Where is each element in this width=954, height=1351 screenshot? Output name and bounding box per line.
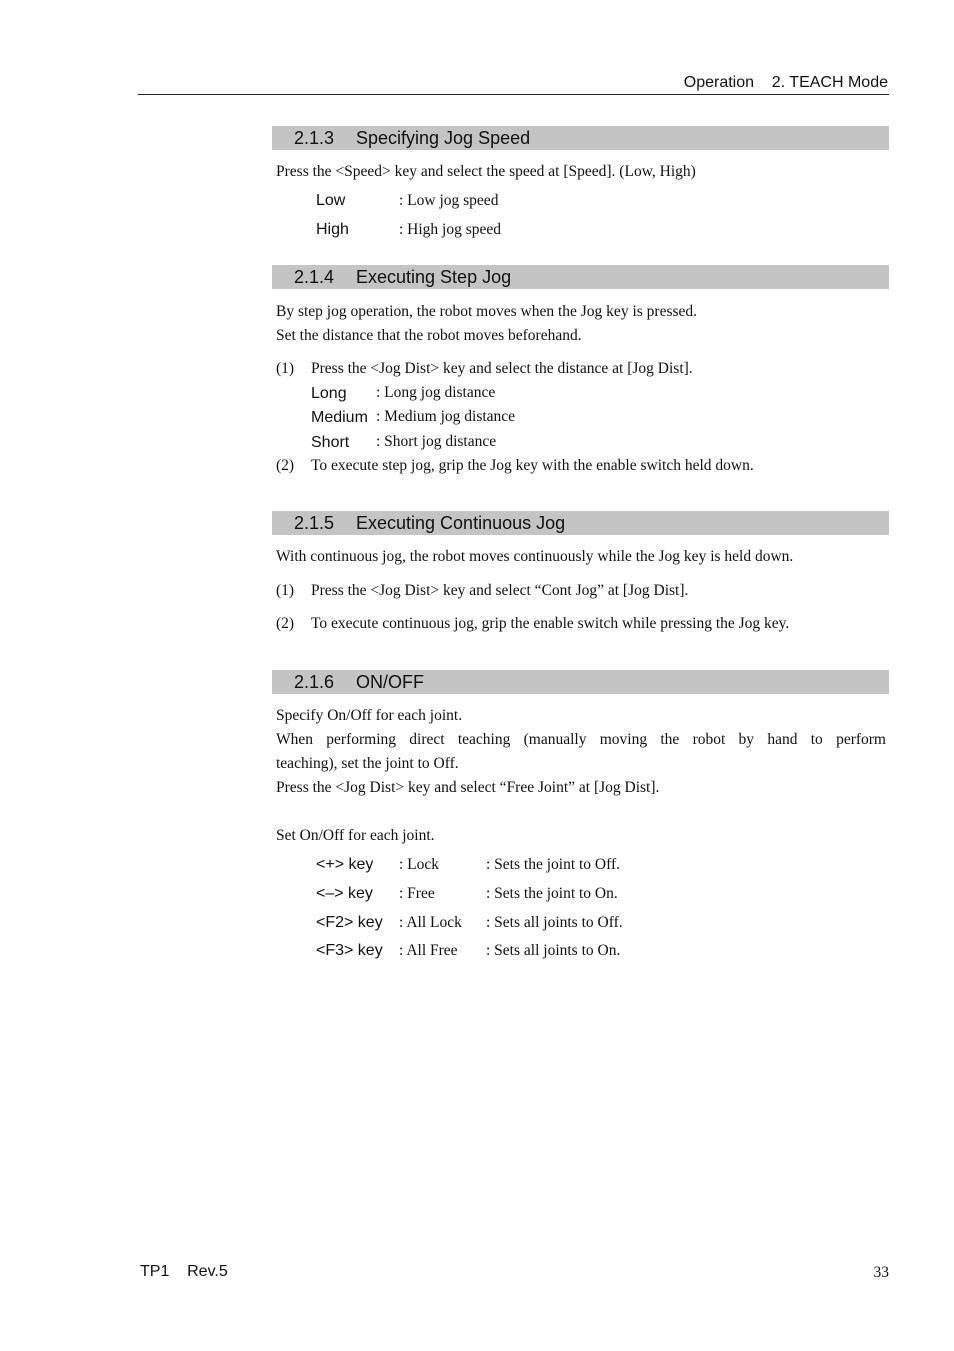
step-text: Press the <Jog Dist> key and select “Cont Jog” at [Jog Dist]. bbox=[311, 582, 689, 599]
key-action: : All Lock bbox=[399, 914, 462, 931]
section-heading-2-1-4 bbox=[272, 265, 889, 289]
paragraph-line: teaching), set the joint to Off. bbox=[276, 755, 459, 772]
paragraph-line: Set the distance that the robot moves beforehand. bbox=[276, 327, 582, 344]
key-name: <F2> key bbox=[316, 914, 383, 931]
section-number: 2.1.5 bbox=[294, 513, 335, 533]
step-text: To execute step jog, grip the Jog key with the enable switch held down. bbox=[311, 457, 754, 474]
key-name: <–> key bbox=[316, 885, 373, 902]
section-heading-2-1-3 bbox=[272, 126, 889, 150]
section-heading-2-1-5 bbox=[272, 511, 889, 535]
definition-desc: : Medium jog distance bbox=[376, 408, 516, 425]
paragraph-line: By step jog operation, the robot moves when the Jog key is pressed. bbox=[276, 303, 698, 320]
key-effect: : Sets all joints to On. bbox=[486, 942, 621, 959]
section-title: Executing Step Jog bbox=[356, 267, 512, 287]
definition-term: High bbox=[316, 221, 349, 238]
section-title: Executing Continuous Jog bbox=[356, 513, 566, 533]
paragraph-line: Press the <Jog Dist> key and select “Free Joint” at [Jog Dist]. bbox=[276, 779, 660, 796]
header-section: 2. TEACH Mode bbox=[771, 74, 888, 91]
key-name: <F3> key bbox=[316, 942, 383, 959]
footer-manual-name: TP1 bbox=[140, 1263, 170, 1280]
footer-revision: Rev.5 bbox=[187, 1263, 228, 1280]
section-title: ON/OFF bbox=[356, 672, 424, 692]
key-action: : Lock bbox=[399, 856, 440, 873]
definition-desc: : Low jog speed bbox=[399, 192, 499, 209]
definition-term: Long bbox=[311, 385, 347, 402]
key-name: <+> key bbox=[316, 856, 374, 873]
key-effect: : Sets the joint to Off. bbox=[486, 856, 621, 873]
definition-term: Low bbox=[316, 192, 346, 209]
header-chapter: Operation bbox=[683, 74, 755, 91]
section-number: 2.1.3 bbox=[294, 128, 335, 148]
section-number: 2.1.6 bbox=[294, 672, 335, 692]
paragraph-line: Specify On/Off for each joint. bbox=[276, 707, 463, 724]
header-rule bbox=[138, 94, 889, 95]
key-effect: : Sets all joints to Off. bbox=[486, 914, 623, 931]
step-number: (2) bbox=[276, 615, 295, 632]
key-action: : All Free bbox=[399, 942, 458, 959]
paragraph-line: Set On/Off for each joint. bbox=[276, 827, 435, 844]
step-text: Press the <Jog Dist> key and select the distance at [Jog Dist]. bbox=[311, 360, 693, 377]
paragraph-line-justified: When performing direct teaching (manually moving the robot by hand to perform bbox=[276, 731, 886, 748]
paragraph: Press the <Speed> key and select the speed at [Speed]. (Low, High) bbox=[276, 163, 696, 180]
key-effect: : Sets the joint to On. bbox=[486, 885, 618, 902]
definition-desc: : Long jog distance bbox=[376, 384, 496, 401]
section-title: Specifying Jog Speed bbox=[356, 128, 531, 148]
step-text: To execute continuous jog, grip the enable switch while pressing the Jog key. bbox=[311, 615, 790, 632]
definition-desc: : Short jog distance bbox=[376, 433, 497, 450]
definition-term: Medium bbox=[311, 409, 368, 426]
page-number: 33 bbox=[873, 1264, 889, 1281]
running-header bbox=[684, 74, 888, 92]
step-number: (1) bbox=[276, 582, 295, 599]
definition-term: Short bbox=[311, 434, 350, 451]
section-heading-2-1-6 bbox=[272, 670, 889, 694]
paragraph: With continuous jog, the robot moves continuously while the Jog key is held down. bbox=[276, 548, 794, 565]
footer-manual bbox=[140, 1263, 228, 1281]
definition-desc: : High jog speed bbox=[399, 221, 502, 238]
step-number: (2) bbox=[276, 457, 295, 474]
step-number: (1) bbox=[276, 360, 295, 377]
section-number: 2.1.4 bbox=[294, 267, 335, 287]
key-action: : Free bbox=[399, 885, 435, 902]
